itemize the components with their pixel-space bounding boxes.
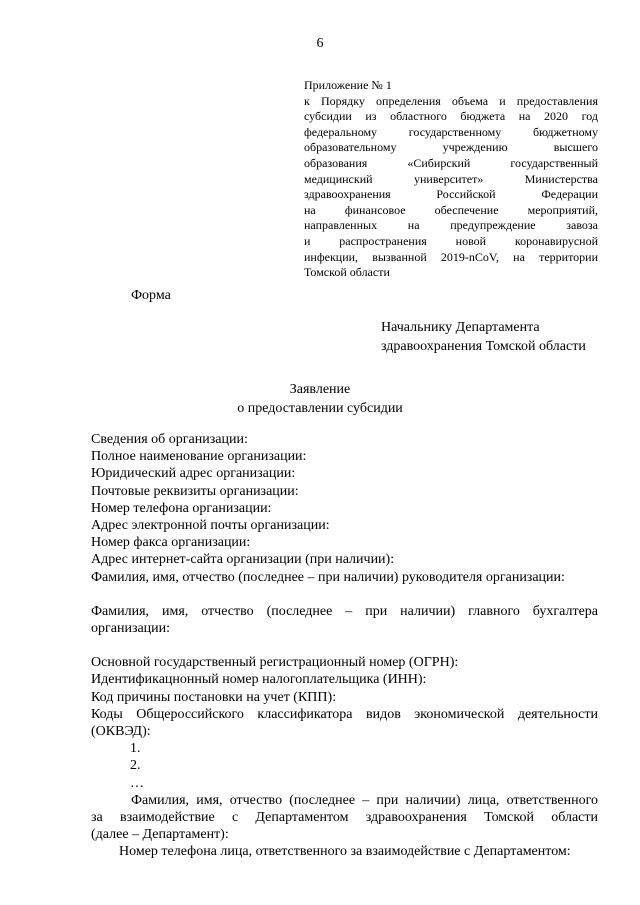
appendix-line: Томской области [304, 265, 390, 280]
document-title [0, 380, 640, 418]
field-inn: Идентификацнонный номер налогоплательщика (ИНН): [91, 672, 427, 688]
appendix-line: и распространения новой коронавирусной [304, 233, 598, 248]
appendix-line: инфекции, вызванной 2019-nCoV, на территории [304, 249, 598, 264]
appendix-line: образования «Сибирский государственный [304, 155, 598, 170]
document-title-sub: о предоставлении субсидии [237, 401, 403, 416]
okved-item: … [130, 775, 144, 791]
appendix-line: здравоохранения Российской Федерации [304, 187, 598, 202]
field-kpp: Код причины постановки на учет (КПП): [91, 689, 337, 705]
appendix-line: направленных на предупреждение завоза [304, 218, 598, 233]
addressee-line: Начальнику Департамента [381, 320, 540, 335]
field-legal-address: Юридический адрес организации: [91, 466, 296, 482]
appendix-line: федеральному государственному бюджетному [304, 124, 598, 139]
field-accountant: Фамилия, имя, отчество (последнее – при наличии) главного бухгалтера [91, 603, 598, 619]
field-org-info: Сведения об организации: [91, 432, 248, 447]
form-label: Форма [131, 288, 171, 303]
appendix-line: к Порядку определения объема и предоставления [304, 93, 598, 108]
page-number: 6 [316, 36, 324, 51]
application-body [91, 431, 598, 861]
appendix-title: Приложение № 1 [304, 78, 392, 92]
appendix-line: на финансовое обеспечение мероприятий, [304, 202, 598, 217]
appendix-line: субсидии из областного бюджета на 2020 год [304, 109, 598, 124]
field-responsible: Фамилия, имя, отчество (последнее – при наличии) лица, ответственного [131, 792, 598, 808]
field-responsible-cont: (далее – Департамент): [91, 827, 229, 843]
field-website: Адрес интернет-сайта организации (при наличии): [91, 552, 395, 568]
field-head-name: Фамилия, имя, отчество (последнее – при наличии) руководителя организации: [91, 569, 565, 585]
appendix-block [304, 78, 598, 281]
document-title-main: Заявление [289, 382, 351, 397]
field-email: Адрес электронной почты организации: [91, 518, 330, 534]
field-postal: Почтовые реквизиты организации: [91, 483, 299, 499]
addressee-block [381, 318, 586, 356]
field-responsible-cont: за взаимодействие с Департаментом здравоохранения Томской области [91, 810, 598, 826]
field-responsible-phone: Номер телефона лица, ответственного за взаимодействие с Департаментом: [119, 844, 571, 860]
field-phone: Номер телефона организации: [91, 500, 272, 516]
field-okved-cont: (ОКВЭД): [91, 724, 151, 740]
field-full-name: Полное наименование организации: [91, 449, 307, 465]
field-accountant-cont: организации: [91, 621, 171, 637]
addressee-line: здравоохранения Томской области [381, 339, 586, 354]
field-ogrn: Основной государственный регистрационный номер (ОГРН): [91, 655, 459, 671]
appendix-line: образовательному учреждению высшего [304, 140, 598, 155]
field-okved: Коды Общероссийского классификатора видов экономической деятельности [91, 706, 598, 722]
field-fax: Номер факса организации: [91, 535, 251, 551]
okved-item: 2. [130, 758, 141, 774]
appendix-line: медицинский университет» Министерства [304, 171, 598, 186]
okved-item: 1. [130, 741, 141, 757]
